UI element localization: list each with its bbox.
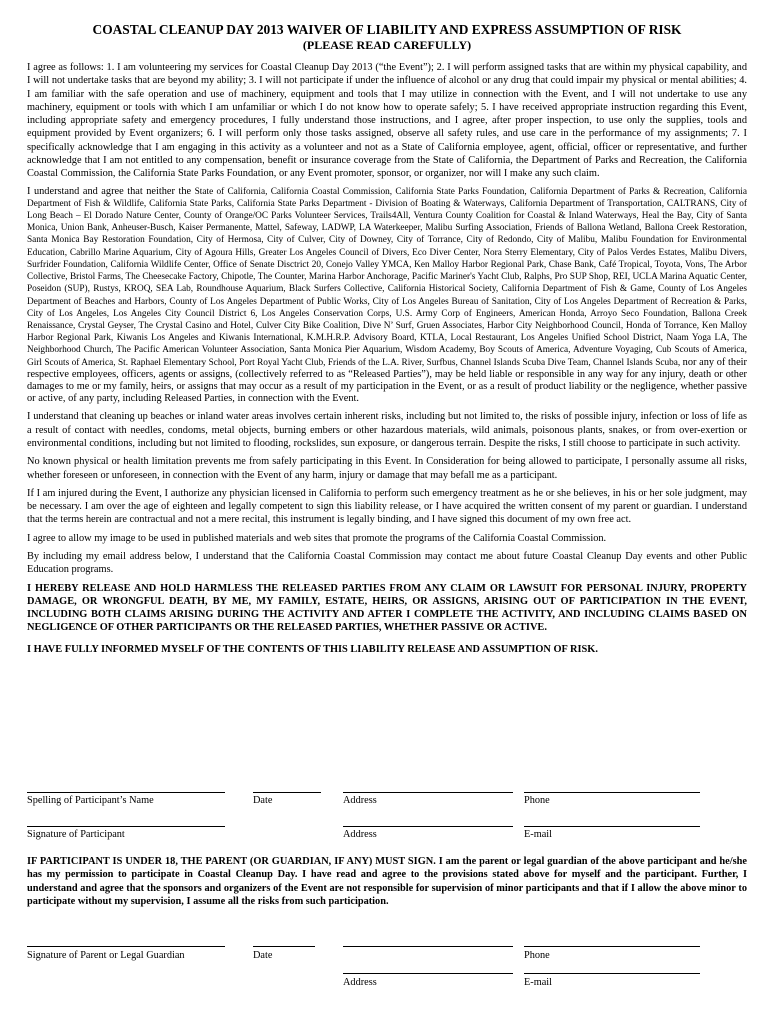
image-consent-paragraph: I agree to allow my image to be used in published materials and web sites that promote the programs of the California Coastal Commission. (27, 532, 607, 544)
guardian-phone-line[interactable] (524, 946, 700, 947)
released-parties-paragraph (27, 186, 747, 406)
participant-address-label: Address (343, 795, 377, 806)
participant-name-label: Spelling of Participant’s Name (27, 795, 154, 806)
guardian-phone-label: Phone (524, 950, 550, 961)
participant-phone-label: Phone (524, 795, 550, 806)
document-subtitle: (PLEASE READ CAREFULLY) (302, 38, 472, 52)
guardian-email-line[interactable] (524, 973, 700, 974)
email-consent-paragraph: By including my email address below, I understand that the California Coastal Commission may contact me about future Coastal Cleanup Day events and other Public Education programs. (27, 551, 747, 576)
released-parties-list: State of California, California Coastal Commission, California State Parks Foundation, California Department of Parks & Recreation, California Department of Fish & Wildlife, California State Parks, California State Parks Department - Division of Boating & Waterways, California Department of Transportation, CALTRANS, City of Long Beach – El Dorado Nature Center, County of Orange/OC Parks Volunteer Services, Trails4All, Ventura County Coalition for Coastal & Inland Waterways, Heal the Bay, City of Santa Monica, Union Bank, Anheuser-Busch, Kaiser Permanente, Mattel, Safeway, LADWP, LA Waterkeeper, Malibu Surfing Association, Friends of Ballona Wetland, Ballona Creek Restoration, Santa Monica Bay Restoration Foundation, City of Hermosa, City of Culver, City of Downey, City of Torrance, City of Redondo, City of Malibu, Malibu Foundation for Environmental Education, Cabrillo Marine Aquarium, City of Agoura Hills, Greater Los Angeles Council of Divers, Eco Diver Center, Nora Sterry Elementary, City of Palos Verdes Estates, Malibu Divers, Surfrider Foundation, California Wildlife Center, Office of Senate Disctrict 20, Conejo Valley YMCA, Ken Malloy Harbor Regional Park, Chase Bank, Café Tropical, Toyota, Vons, The Arbor Collective, Bristol Farms, The Cheesecake Factory, Chipotle, The Counter, Marina Harbor Anchorage, Pacific Mariner's Yacht Club, Ralphs, Pro SUP Shop, REI, UCLA Marina Aquatic Center, Poseidon (SUP), Rustys, KROQ, SEA Lab, Roundhouse Aquarium, Black Surfers Collective, California Historical Society, California Department of Fish & Game, County of Los Angeles Department of Beaches and Harbors, County of Los Angeles Department of Public Works, City of Los Angeles Bureau of Sanitation, City of Los Angeles Department of Recreation & Parks, City of Los Angeles, Los Angeles City Council District 6, Los Angeles Conservation Corps, U.S. Army Corp of Engineers, American Honda, Arroyo Seco Foundation, Ballona Creek Renaissance, Crystal Geyser, The Crystal Casino and Hotel, Culver City Bike Coalition, Dive N’ Surf, Gruen Associates, Harbor City Neighborhood Council, Honda of Torrance, Ken Malloy Harbor Regional Park, Kiwanis Los Angeles and Kiwanis International, K.M.H.R.P. Advisory Board, KTLA, Local Restaurant, Los Angeles Unified School District, Naam Yoga LA, The Neighborhood Church, The Pacific American Volunteer Association, Santa Monica Pier Aquarium, Wisdom Academy, Boy Scouts of America, Adventure Voyaging, Cub Scouts of America, Girl Scouts of America, St. Raphael Elementary School, Port Royal Yacht Club, Friends of the L.A. River, Surfbus, Channel Islands Scuba Dive Team, Channel Islands Scuba, (27, 186, 747, 368)
participant-name-line[interactable] (27, 792, 225, 793)
participant-date-line[interactable] (253, 792, 321, 793)
release-paragraph: I HEREBY RELEASE AND HOLD HARMLESS THE RELEASED PARTIES FROM ANY CLAIM OR LAWSUIT FOR PERSONAL INJURY, PROPERTY DAMAGE, OR WRONGFUL DEATH, BY ME, MY FAMILY, ESTATE, HEIRS, OR ASSIGNS, ARISING OUT OF PARTICIPATION IN THE EVENT, INCLUDING BOTH CLAIMS ARISING DURING THE ACTIVITY AND AFTER I COMPLETE THE ACTIVITY, AND INCLUDING CLAIMS BASED ON NEGLIGENCE OF OTHER PARTICIPANTS OR THE RELEASED PARTIES, WHETHER PASSIVE OR ACTIVE. (27, 582, 747, 634)
guardian-signature-label: Signature of Parent or Legal Guardian (27, 950, 185, 961)
participant-address2-line[interactable] (343, 826, 513, 827)
guardian-date-line[interactable] (253, 946, 315, 947)
participant-signature-line[interactable] (27, 826, 225, 827)
health-paragraph: No known physical or health limitation prevents me from safely participating in this Event. In Consideration for being allowed to participate, I personally assume all risks, whether foreseen or unforeseen, in connection with the Event of any harm, injury or damage that may befall me as a participant. (27, 456, 747, 481)
participant-phone-line[interactable] (524, 792, 700, 793)
agreement-paragraph: I agree as follows: 1. I am volunteering my services for Coastal Cleanup Day 2013 (“the Event”); 2. I will perform assigned tasks that are within my physical capability, and I will not undertake tasks that are beyond my ability; 3. I will not participate if under the influence of alcohol or any drug that could impair my physical or mental abilities; 4. I am familiar with the safe operation and use of machinery, equipment and tools that I may utilize in connection with the Event, and I will not undertake to use any machinery, equipment or tools with which I am unfamiliar or which I do not know how to operate safely; 5. I have received appropriate instruction regarding this Event, including appropriate safety and emergency procedures, I fully understand those instructions, and I agree, after proper inspection, to use only the supplies, tools and equipment provided by Event organizers; 6. I will perform only those tasks assigned, observe all safety rules, and use care in the performance of my assignments; 7. I specifically acknowledge that I am engaging in this activity as a volunteer and not as a State of California employee, agent, official, officer or representative, and further acknowledge that I am not entitled to any compensation, benefit or insurance coverage from the State of California, the Department of Parks and Recreation, the California Coastal Commission, the California State Parks Foundation, or any Event promoter, sponsor, or organizer, nor will I make any such claim. (27, 62, 747, 180)
informed-paragraph: I HAVE FULLY INFORMED MYSELF OF THE CONTENTS OF THIS LIABILITY RELEASE AND ASSUMPTION OF RISK. (27, 643, 598, 655)
released-parties-lead: I understand and agree that neither the (27, 185, 195, 197)
released-parties-tail: nor any of their respective employees, officers, agents or assigns, (collectively referred to as “Released Parties”), may be held liable or responsible in any way for any injury, death or other damages to me or my family, heirs, or assigns that may occur as a result of my participation in the Event, or as a result of product liability or the negligence, whether passive or active, of any party, including Released Parties, in connection with the Event. (27, 356, 747, 405)
guardian-date-label: Date (253, 950, 273, 961)
waiver-document (27, 22, 747, 661)
guardian-address-line[interactable] (343, 973, 513, 974)
participant-email-label: E-mail (524, 829, 553, 840)
document-title: COASTAL CLEANUP DAY 2013 WAIVER OF LIABILITY AND EXPRESS ASSUMPTION OF RISK (92, 22, 682, 37)
guardian-paragraph: IF PARTICIPANT IS UNDER 18, THE PARENT (OR GUARDIAN, IF ANY) MUST SIGN. I am the parent or legal guardian of the above participant and he/she has my permission to participate in Coastal Cleanup Day. I have read and agree to the provisions stated above for myself and the participant. Further, I understand and agree that the sponsors and organizers of the Event are not responsible for supervision of minor participants and that if I allow the above minor to participate without my supervision, I assume all the risks from such participation. (27, 856, 747, 907)
guardian-section (27, 855, 747, 913)
guardian-signature-line[interactable] (27, 946, 225, 947)
injury-paragraph: If I am injured during the Event, I authorize any physician licensed in California to perform such emergency treatment as he or she believes, in his or her sole judgment, may be necessary. I am over the age of eighteen and legally competent to sign this liability release, or I have acquired the written consent of my parent or guardian. I understand that the terms herein are contractual and not a mere recital, this instrument is legally binding, and I have signed this document of my own free act. (27, 487, 747, 526)
participant-email-line[interactable] (524, 826, 700, 827)
participant-date-label: Date (253, 795, 273, 806)
participant-signature-label: Signature of Participant (27, 829, 125, 840)
guardian-blank-line[interactable] (343, 946, 513, 947)
risks-paragraph: I understand that cleaning up beaches or inland water areas involves certain inherent risks, including but not limited to, the risks of possible injury, infection or loss of life as a result of contact with needles, condoms, metal objects, burning embers or other hazardous materials, wild animals, poisonous plants, snakes, or from over-exertion or environmental conditions, including but not limited to flooding, rockslides, sun exposure, or dangerous terrain. Despite the risks, I still choose to participate in such activity. (27, 411, 747, 449)
participant-address2-label: Address (343, 829, 377, 840)
guardian-email-label: E-mail (524, 977, 553, 988)
participant-address-line[interactable] (343, 792, 513, 793)
guardian-address-label: Address (343, 977, 377, 988)
